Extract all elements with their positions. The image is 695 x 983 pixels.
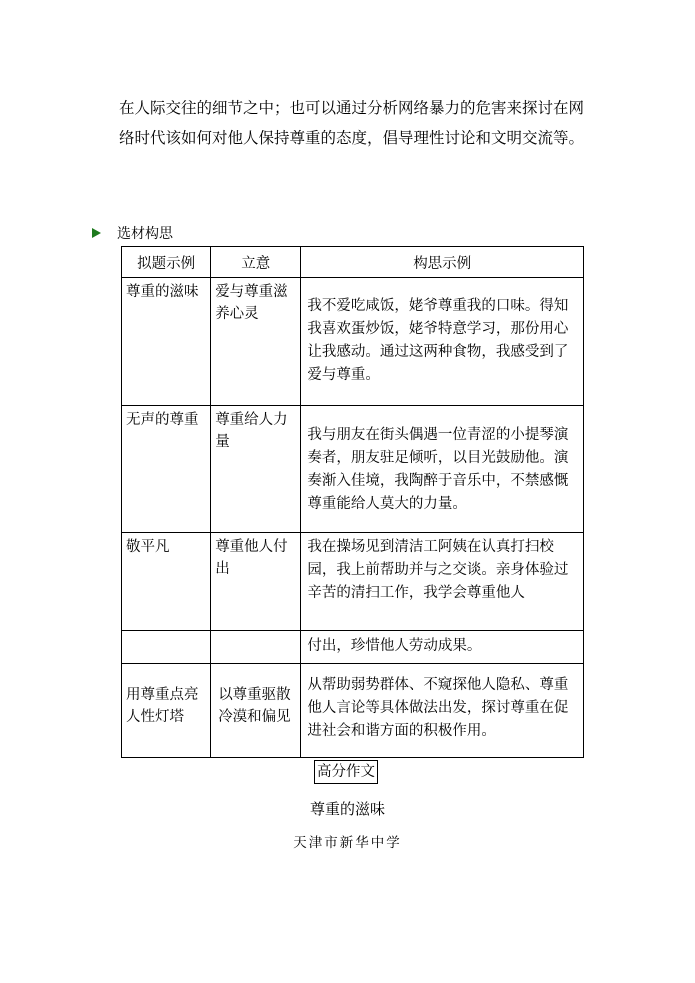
cell-title-text [122,631,210,634]
cell-plan [301,664,584,758]
intro-paragraph: 在人际交往的细节之中；也可以通过分析网络暴力的危害来探讨在网络时代该如何对他人保持尊重的态度，倡导理性讨论和文明交流等。 [119,99,585,147]
cell-theme-text: 以尊重驱散冷漠和偏见 [218,687,291,725]
cell-theme [211,664,301,758]
cell-title-text: 无声的尊重 [126,412,199,428]
cell-theme-text: 尊重他人付出 [215,539,288,577]
cell-theme [211,278,301,406]
cell-title [122,631,211,664]
table-row [122,664,584,758]
cell-title-text: 敬平凡 [126,539,170,555]
table-header-row [122,247,584,278]
essay-school: 天津市新华中学 [293,835,402,851]
high-score-essay-badge: 高分作文 [314,760,378,784]
table-row [122,406,584,533]
cell-plan [301,278,584,406]
cell-plan [301,631,584,664]
section-heading [92,222,173,244]
cell-title-text: 用尊重点亮人性灯塔 [126,687,199,725]
cell-title [122,406,211,533]
cell-theme [211,533,301,631]
header-plan-example: 构思示例 [301,247,584,278]
cell-title-text: 尊重的滋味 [126,284,199,300]
cell-title [122,664,211,758]
table-row [122,631,584,664]
table-row [122,278,584,406]
cell-title [122,533,211,631]
table-row [122,533,584,631]
cell-title [122,278,211,406]
topic-ideas-table [121,246,584,758]
header-title-example: 拟题示例 [122,247,211,278]
cell-plan-text: 我不爱吃咸饭，姥爷尊重我的口味。得知我喜欢蛋炒饭，姥爷特意学习，那份用心让我感动。通过这两种食物，我感受到了爱与尊重。 [307,298,569,383]
cell-theme-text: 爱与尊重滋养心灵 [215,284,288,322]
cell-plan-text: 从帮助弱势群体、不窥探他人隐私、尊重他人言论等具体做法出发，探讨尊重在促进社会和谐方面的积极作用。 [307,677,569,739]
essay-title: 尊重的滋味 [309,800,385,818]
cell-plan [301,533,584,631]
cell-theme [211,406,301,533]
cell-plan-text: 付出，珍惜他人劳动成果。 [307,638,482,654]
section-heading-label: 选材构思 [117,226,173,242]
cell-plan [301,406,584,533]
cell-theme-text: 尊重给人力量 [215,412,288,450]
cell-plan-text: 我在操场见到清洁工阿姨在认真打扫校园，我上前帮助并与之交谈。亲身体验过辛苦的清扫工作，我学会尊重他人 [307,539,569,601]
header-theme: 立意 [211,247,301,278]
arrow-bullet-icon [92,228,101,238]
cell-theme [211,631,301,664]
cell-theme-text [211,631,300,634]
cell-plan-text: 我与朋友在街头偶遇一位青涩的小提琴演奏者，朋友驻足倾听，以目光鼓励他。演奏渐入佳境，我陶醉于音乐中，不禁感慨尊重能给人莫大的力量。 [307,427,569,512]
